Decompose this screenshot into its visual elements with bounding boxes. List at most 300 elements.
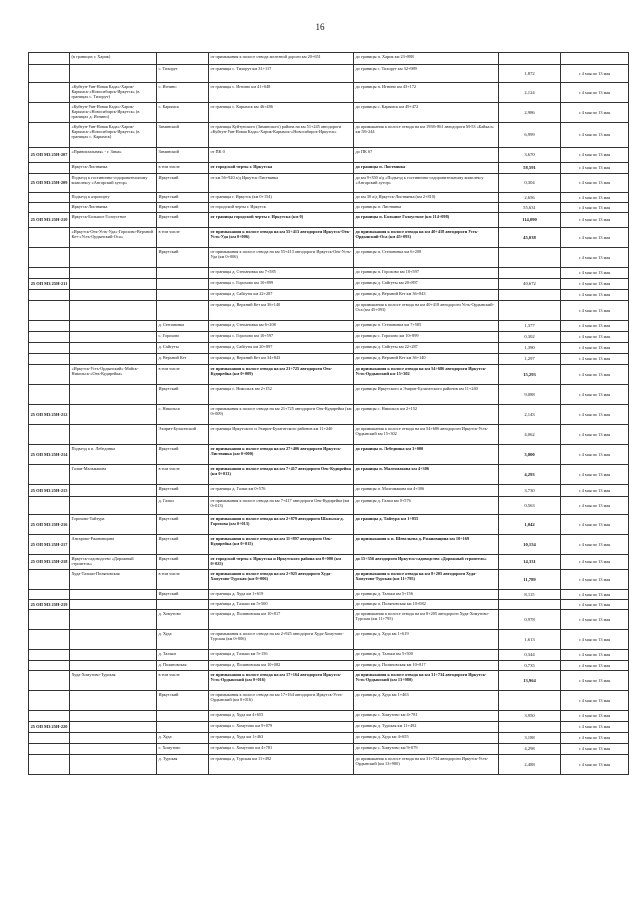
cell-length: 2,124	[499, 83, 561, 103]
cell-road	[70, 733, 157, 744]
cell-period	[561, 53, 629, 65]
table-row	[29, 365, 629, 385]
cell-length: 6,999	[499, 123, 561, 148]
cell-length: 13,964	[499, 671, 561, 691]
cell-from: от границы с. Хомутово км 4+781	[209, 744, 354, 755]
cell-from: от примыкания к полосе отвода на км 21+725 автодороги Оек-Кудирейка (км 0+009)	[209, 365, 354, 385]
cell-code	[29, 83, 70, 103]
cell-period: с 4 мая по 13 мая	[561, 465, 629, 485]
cell-from: от границы с. Горохово км 10+597	[209, 332, 354, 343]
cell-from: от границы с. Тихорут км 31+117	[209, 65, 354, 83]
cell-code: 25 ОП МЗ 25Н-209	[29, 174, 70, 193]
cell-to: до границы д. Галки км 0+576	[354, 497, 499, 515]
cell-road	[70, 590, 157, 600]
cell-to: до ПК 67	[354, 148, 499, 163]
cell-to: до границы с. Хомутово км 9+079	[354, 744, 499, 755]
cell-code	[29, 203, 70, 213]
table-row	[29, 193, 629, 203]
cell-length: 0,563	[499, 497, 561, 515]
cell-code: 25 ОП МЗ 25Н-211	[29, 279, 70, 290]
table-row	[29, 65, 629, 83]
cell-length	[499, 600, 561, 610]
cell-code	[29, 733, 70, 744]
cell-to: до границы д. Тальки км 5+500	[354, 650, 499, 661]
cell-code	[29, 630, 70, 650]
table-row	[29, 385, 629, 405]
cell-area	[157, 268, 209, 279]
cell-area: в том числе	[157, 671, 209, 691]
table-row	[29, 148, 629, 163]
cell-to: до границы с. Хомутово км 4+781	[354, 711, 499, 722]
cell-road: «Куйтун-Уян-Новая Када»-Харик-Карымск-«Новосибирск-Иркутск» (в границах с. Карымск)	[70, 123, 157, 148]
cell-to: до границы д. Сайгуты км 20+897	[354, 279, 499, 290]
cell-area: Иркутский	[157, 385, 209, 405]
cell-area: в том числе	[157, 163, 209, 174]
table-body	[29, 53, 629, 775]
cell-road: Иркутск-Листвянка	[70, 163, 157, 174]
table-row	[29, 268, 629, 279]
cell-period: с 4 мая по 13 мая	[561, 365, 629, 385]
table-row	[29, 203, 629, 213]
cell-from: от примыкания к полосе отвода на км 2+925 автодороги Худа-Хомутово-Турская (км 0+006)	[209, 630, 354, 650]
table-row	[29, 405, 629, 425]
cell-length: 10,154	[499, 535, 561, 555]
cell-length: 0,302	[499, 332, 561, 343]
cell-code	[29, 123, 70, 148]
cell-area: Иркутский	[157, 445, 209, 465]
cell-area: Иркутский	[157, 590, 209, 600]
cell-period: с 4 мая по 13 мая	[561, 755, 629, 775]
cell-area: д. Галки	[157, 497, 209, 515]
cell-period: с 4 мая по 13 мая	[561, 65, 629, 83]
cell-period: с 4 мая по 13 мая	[561, 405, 629, 425]
cell-area: д. Хомутово	[157, 610, 209, 630]
cell-to: до примыкания к полосе отвода на км 8+205 автодороги Худа-Хомутово-Турская (км 11+795)	[354, 610, 499, 630]
cell-to: до границы п. Малгомакова км 4+306	[354, 485, 499, 497]
cell-from: от границы д. Поляновская км 10+817	[209, 610, 354, 630]
cell-road	[70, 650, 157, 661]
cell-code	[29, 661, 70, 671]
cell-period: с 4 мая по 13 мая	[561, 385, 629, 405]
cell-road	[70, 425, 157, 445]
cell-road: Худа-Хомутово-Турская	[70, 671, 157, 691]
cell-area	[157, 722, 209, 733]
cell-length: 3,188	[499, 733, 561, 744]
cell-from: от границы городской черты г. Иркутска (км 0)	[209, 213, 354, 228]
cell-code: 25 ОП МЗ 25Н-212	[29, 405, 70, 425]
cell-to: до границы с. Никольск км 2+152	[354, 405, 499, 425]
cell-length	[499, 301, 561, 321]
cell-length: 3,000	[499, 445, 561, 465]
cell-area: Иркутский	[157, 691, 209, 711]
table-row	[29, 248, 629, 268]
cell-length: 58,591	[499, 163, 561, 174]
cell-road	[70, 248, 157, 268]
cell-length: 2,488	[499, 755, 561, 775]
cell-from: от примыкания к полосе отвода на км 55+413 автодороги Иркутск-Оек-Усть-Уда (км 0+006)	[209, 228, 354, 248]
table-row	[29, 213, 629, 228]
table-row	[29, 590, 629, 600]
cell-road: «Привокзальная» - г. Зима»	[70, 148, 157, 163]
cell-length: 8,115	[499, 590, 561, 600]
cell-code	[29, 163, 70, 174]
cell-road: Подъезд к гостинично-оздоровительному комплексу «Ангарский хутор»	[70, 174, 157, 193]
cell-to: до границы п. Большое Голоустное (км 114+098)	[354, 213, 499, 228]
cell-code	[29, 53, 70, 65]
table-row	[29, 744, 629, 755]
cell-from: от границы д. Тальки км 5+500	[209, 600, 354, 610]
table-row	[29, 600, 629, 610]
table-row	[29, 661, 629, 671]
cell-length: 114,090	[499, 213, 561, 228]
table-row	[29, 570, 629, 590]
cell-to: до границы д. Верхний Кет км 36+140	[354, 354, 499, 365]
cell-road	[70, 279, 157, 290]
cell-from: от границы с. Хомутово км 9+079	[209, 722, 354, 733]
cell-from: от границы г. Иркутск (км 0+154)	[209, 193, 354, 203]
cell-code	[29, 290, 70, 301]
cell-from: от ПК 0	[209, 148, 354, 163]
table-row	[29, 103, 629, 123]
cell-road	[70, 610, 157, 630]
table-row	[29, 425, 629, 445]
table-row	[29, 354, 629, 365]
cell-to: до границы п. Листвянка	[354, 163, 499, 174]
cell-period: с 4 мая по 13 мая	[561, 148, 629, 163]
cell-code	[29, 744, 70, 755]
cell-from: от границы д. Верхний Кет км 36+140	[209, 301, 354, 321]
cell-area: с. Карымск	[157, 103, 209, 123]
table-row	[29, 691, 629, 711]
table-row	[29, 610, 629, 630]
cell-from: от границы д. Тальки км 5+156	[209, 650, 354, 661]
cell-from: от границы д. Турская км 11+492	[209, 755, 354, 775]
cell-period: с 4 мая по 13 мая	[561, 163, 629, 174]
table-row	[29, 321, 629, 332]
cell-to: до границы д. Худа км 4+655	[354, 733, 499, 744]
cell-period: с 4 мая по 13 мая	[561, 123, 629, 148]
cell-area: Эхирит-Булагатский	[157, 425, 209, 445]
cell-area: д. Турская	[157, 755, 209, 775]
cell-road: Ангарово-Ржановщина	[70, 535, 157, 555]
cell-period: с 4 мая по 13 мая	[561, 193, 629, 203]
cell-from: от границы с. Карымск км 46+486	[209, 103, 354, 123]
cell-to: до границы д. Сайгуты км 22+287	[354, 343, 499, 354]
cell-from: от границы д. Сайгуты км 22+287	[209, 290, 354, 301]
cell-road	[70, 321, 157, 332]
table-row	[29, 174, 629, 193]
cell-code: 25 ОП МЗ 25Н-215	[29, 485, 70, 497]
cell-to: до границы д. Худа км 1+463	[354, 691, 499, 711]
cell-road: Иркутск-Большое Голоустное	[70, 213, 157, 228]
cell-from: от границы с. Горохово км 10+899	[209, 279, 354, 290]
cell-length: 55,631	[499, 203, 561, 213]
cell-period: с 4 мая по 13 мая	[561, 590, 629, 600]
cell-code	[29, 193, 70, 203]
cell-area: д. Худа	[157, 733, 209, 744]
cell-period: с 4 мая по 13 мая	[561, 630, 629, 650]
cell-from: от границы д. Худа км 1+463	[209, 733, 354, 744]
cell-period: с 4 мая по 13 мая	[561, 83, 629, 103]
cell-to: до границы д. Тайтура км 1+055	[354, 515, 499, 535]
cell-code	[29, 610, 70, 630]
cell-area: с. Горохово	[157, 332, 209, 343]
cell-area	[157, 53, 209, 65]
cell-length: 4,293	[499, 465, 561, 485]
cell-area: д. Сайгуты	[157, 343, 209, 354]
table-row	[29, 301, 629, 321]
cell-code	[29, 332, 70, 343]
table-row	[29, 497, 629, 515]
cell-road	[70, 268, 157, 279]
cell-length	[499, 722, 561, 733]
cell-from: от примыкания к полосе отвода на км 17+164 автодороги Иркутск-Усть-Ордынский (км 0+016)	[209, 671, 354, 691]
cell-period: с 4 мая по 13 мая	[561, 671, 629, 691]
cell-code	[29, 497, 70, 515]
cell-period: с 4 мая по 13 мая	[561, 268, 629, 279]
cell-to: до границы п. Поляновская км 10+082	[354, 600, 499, 610]
cell-from: от границы д. Худа км 4+655	[209, 711, 354, 722]
cell-period: с 4 мая по 13 мая	[561, 722, 629, 733]
cell-code: 25 ОП МЗ 25Н-207	[29, 148, 70, 163]
cell-length: 40,672	[499, 279, 561, 290]
cell-area	[157, 600, 209, 610]
cell-period: с 4 мая по 13 мая	[561, 279, 629, 290]
cell-code	[29, 321, 70, 332]
cell-period: с 4 мая по 13 мая	[561, 610, 629, 630]
cell-code: 25 ОП МЗ 25Н-220	[29, 722, 70, 733]
cell-area: д. Тальки	[157, 650, 209, 661]
cell-from: от примыкания к полосе отвода на км 55+413 автодороги Иркутск-Оек-Усть-Уда (км 0+006)	[209, 248, 354, 268]
cell-from: от примыкания к полосе отвода на км 2+925 автодороги Худа-Хомутово-Турская (км 0+006)	[209, 570, 354, 590]
cell-from: от примыкания к полосе отвода железной дороги км 20+651	[209, 53, 354, 65]
cell-length: 2,656	[499, 193, 561, 203]
cell-code	[29, 343, 70, 354]
cell-area: Зиминский	[157, 123, 209, 148]
cell-period: с 4 мая по 13 мая	[561, 425, 629, 445]
cell-code	[29, 301, 70, 321]
cell-road: (в границах г. Харик)	[70, 53, 157, 65]
cell-code: 25 ОП МЗ 25Н-216	[29, 515, 70, 535]
cell-period: с 4 мая по 13 мая	[561, 600, 629, 610]
cell-road: Иркутск-садоводство «Дорожный строитель»	[70, 555, 157, 570]
cell-from: от примыкания к полосе отвода на км 7+417 автодороги Оек-Кудирейка (км 0+013)	[209, 497, 354, 515]
cell-road: Горохово-Тайтура	[70, 515, 157, 535]
cell-to: до границы д. Верхний Кет км 36+843	[354, 290, 499, 301]
cell-period: с 4 мая по 13 мая	[561, 213, 629, 228]
cell-length: 11,789	[499, 570, 561, 590]
cell-length: 3,730	[499, 485, 561, 497]
cell-period: с 4 мая по 13 мая	[561, 733, 629, 744]
cell-to: до границы п. Харик км 23+888	[354, 53, 499, 65]
cell-period: с 4 мая по 13 мая	[561, 321, 629, 332]
cell-to: до границы п. Степановка км 6+208	[354, 248, 499, 268]
cell-period: с 4 мая по 13 мая	[561, 174, 629, 193]
cell-length: 3,670	[499, 148, 561, 163]
cell-period: с 4 мая по 13 мая	[561, 570, 629, 590]
cell-area	[157, 301, 209, 321]
cell-from: от примыкания к полосе отвода на км 21+725 автодороги Оек-Кудирейка (км 0+009)	[209, 405, 354, 425]
cell-period: с 4 мая по 13 мая	[561, 332, 629, 343]
cell-period: с 4 мая по 13 мая	[561, 650, 629, 661]
roads-table	[28, 52, 629, 775]
cell-code	[29, 755, 70, 775]
cell-road: Подъезд к п. Лебединка	[70, 445, 157, 465]
cell-from: от границы д. Поляновская км 10+082	[209, 661, 354, 671]
cell-area: в том числе	[157, 365, 209, 385]
cell-area: Иркутский	[157, 555, 209, 570]
table-row	[29, 332, 629, 343]
cell-to: до 15+356 автодороги Иркутск-садоводство «Дорожный строитель»	[354, 555, 499, 570]
cell-from: от городской черты г. Иркутск	[209, 203, 354, 213]
table-row	[29, 279, 629, 290]
cell-code	[29, 711, 70, 722]
cell-area: с. Игнино	[157, 83, 209, 103]
cell-to: до примыкания к полосе отвода на км 40+418 автодороги Усть-Ордынский-Оса (км 45+093)	[354, 228, 499, 248]
cell-from: от границы д. Сайгуты км 20+897	[209, 343, 354, 354]
table-row	[29, 53, 629, 65]
table-row	[29, 733, 629, 744]
cell-to: до км 30 а/д Иркутск-Листвянка (км 2+810)	[354, 193, 499, 203]
table-row	[29, 123, 629, 148]
cell-period: с 4 мая по 13 мая	[561, 515, 629, 535]
cell-area: Иркутский	[157, 193, 209, 203]
cell-to: до примыкания к полосе отвода на км 8+205 автодороги Худа-Хомутово-Турская (км 11+795)	[354, 570, 499, 590]
cell-code: 25 ОП МЗ 25Н-217	[29, 535, 70, 555]
cell-period: с 4 мая по 13 мая	[561, 691, 629, 711]
cell-road	[70, 600, 157, 610]
cell-area: Иркутский	[157, 485, 209, 497]
cell-length: 0,304	[499, 174, 561, 193]
cell-period: с 4 мая по 13 мая	[561, 203, 629, 213]
cell-code	[29, 570, 70, 590]
cell-road	[70, 301, 157, 321]
cell-from: от примыкания к полосе отвода на км 27+406 автодороги Иркутск-Листвянка (км 0+000)	[209, 445, 354, 465]
cell-code	[29, 691, 70, 711]
cell-from: от км 56+920 а/д Иркутск-Листвянка	[209, 174, 354, 193]
cell-code: 25 ОП МЗ 25Н-210	[29, 213, 70, 228]
cell-length: 9,088	[499, 385, 561, 405]
cell-period: с 4 мая по 13 мая	[561, 497, 629, 515]
cell-length: 1,042	[499, 515, 561, 535]
cell-period: с 4 мая по 13 мая	[561, 555, 629, 570]
cell-to: до границы Иркутского и Эхирит-Булагатского районов км 11+240	[354, 385, 499, 405]
cell-code	[29, 354, 70, 365]
cell-length: 1,613	[499, 630, 561, 650]
cell-from: от примыкания к полосе отвода на км 17+164 автодороги Иркутск-Усть-Ордынский (км 0+016)	[209, 691, 354, 711]
cell-area: в том числе	[157, 465, 209, 485]
cell-area	[157, 711, 209, 722]
page-number: 16	[315, 22, 325, 32]
cell-area: с. Тихорут	[157, 65, 209, 83]
cell-length: 14,331	[499, 555, 561, 570]
cell-from: от примыкания к полосе отвода на км 7+417 автодороги Оек-Кудирейка (км 0+013)	[209, 465, 354, 485]
cell-period: с 4 мая по 13 мая	[561, 228, 629, 248]
cell-length: 2,143	[499, 405, 561, 425]
cell-length: 4,298	[499, 744, 561, 755]
cell-code: 25 ОП МЗ 25Н-218	[29, 555, 70, 570]
cell-period: с 4 мая по 13 мая	[561, 354, 629, 365]
table-row	[29, 515, 629, 535]
cell-length: 4,062	[499, 425, 561, 445]
cell-from: от примыкания к полосе отвода на км 11+897 автодороги Оек-Кудирейка (км 0+015)	[209, 535, 354, 555]
cell-code	[29, 228, 70, 248]
cell-code	[29, 65, 70, 83]
cell-road: «Иркутск-Усть-Ордынский»-Майск-Никольск-«Оек-Кудирейка»	[70, 365, 157, 385]
cell-road: Галки-Мальмакова	[70, 465, 157, 485]
cell-period: с 4 мая по 13 мая	[561, 661, 629, 671]
cell-to: до границы с. Тихорут км 32+989	[354, 65, 499, 83]
cell-road	[70, 343, 157, 354]
cell-period: с 4 мая по 13 мая	[561, 744, 629, 755]
cell-to: до границы п. Игнино км 43+172	[354, 83, 499, 103]
table-row	[29, 630, 629, 650]
cell-length: 0,344	[499, 650, 561, 661]
cell-length: 2,986	[499, 103, 561, 123]
table-row	[29, 445, 629, 465]
cell-road	[70, 630, 157, 650]
cell-road: Подъезд к аэропорту	[70, 193, 157, 203]
cell-from: от границы Куйтунского (Зиминского) района на км 51+245 автодороги «Куйтун-Уян-Новая Када»-Харик-Карымск-«Новосибирск-Иркутск»	[209, 123, 354, 148]
table-row	[29, 671, 629, 691]
cell-to: до границы п. Малгомакова км 4+306	[354, 465, 499, 485]
table-row	[29, 722, 629, 733]
cell-area: д. Степановка	[157, 321, 209, 332]
cell-road	[70, 290, 157, 301]
cell-to: до примыкания к полосе отвода на км 40+418 автодороги Усть-Ордынский-Оса (км 45+093)	[354, 301, 499, 321]
table-row	[29, 485, 629, 497]
cell-length: 3,950	[499, 711, 561, 722]
cell-length	[499, 53, 561, 65]
cell-area: с. Хомутово	[157, 744, 209, 755]
cell-length	[499, 248, 561, 268]
cell-code: 25 ОП МЗ 25Н-219	[29, 600, 70, 610]
table-row	[29, 555, 629, 570]
cell-area	[157, 279, 209, 290]
cell-length: 1,390	[499, 343, 561, 354]
cell-from: от границы д. Верхний Кет км 34+843	[209, 354, 354, 365]
cell-area: д. Поляновская	[157, 661, 209, 671]
cell-area: Иркутский	[157, 203, 209, 213]
cell-code	[29, 268, 70, 279]
cell-to: до примыкания к полосе отвода на км 1958+861 автодороги М-53 «Байкал» км 58+244	[354, 123, 499, 148]
cell-period: с 4 мая по 13 мая	[561, 248, 629, 268]
cell-area: Зиминский	[157, 148, 209, 163]
table-row	[29, 163, 629, 174]
cell-road	[70, 354, 157, 365]
cell-to: до границы п. Горохово км 10+597	[354, 268, 499, 279]
cell-road	[70, 711, 157, 722]
cell-area: Иркутский	[157, 535, 209, 555]
cell-from: от границы Иркутского и Эхирит-Булагатского районов км 11+240	[209, 425, 354, 445]
cell-to: до границы д. Турская км 11+492	[354, 722, 499, 733]
cell-area: Иркутский	[157, 213, 209, 228]
cell-code	[29, 590, 70, 600]
cell-length: 1,297	[499, 354, 561, 365]
table-row	[29, 535, 629, 555]
cell-road: Худа-Тальки-Поляновская	[70, 570, 157, 590]
cell-road	[70, 485, 157, 497]
table-row	[29, 465, 629, 485]
cell-code	[29, 671, 70, 691]
cell-to: до границы д. Худа км 1+619	[354, 630, 499, 650]
table-row	[29, 83, 629, 103]
cell-area: д. Худа	[157, 630, 209, 650]
cell-road	[70, 661, 157, 671]
cell-period: с 4 мая по 13 мая	[561, 485, 629, 497]
cell-code	[29, 385, 70, 405]
cell-from: от границы с. Никольск км 2+152	[209, 385, 354, 405]
